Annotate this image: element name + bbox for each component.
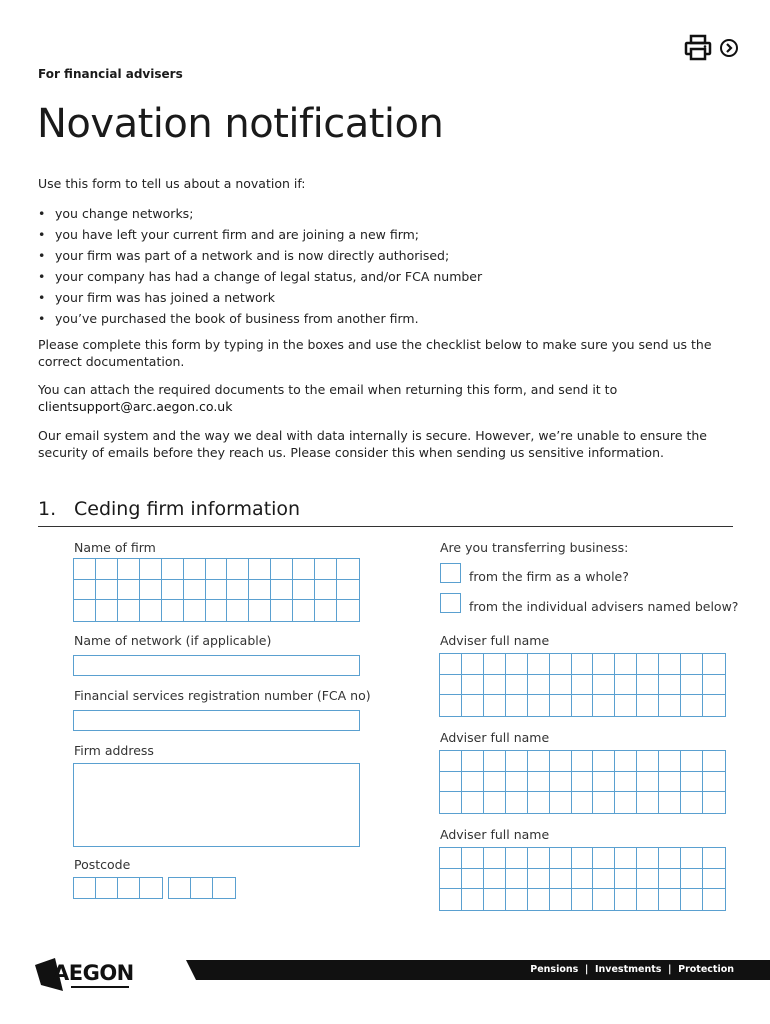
intro-lead: Use this form to tell us about a novation if:: [38, 176, 306, 191]
individual-advisers-checkbox[interactable]: [440, 593, 461, 613]
firm-address-textarea[interactable]: [73, 763, 360, 847]
adviser-name-label-1: Adviser full name: [440, 633, 550, 648]
next-page-icon[interactable]: [719, 38, 739, 58]
section-title: Ceding firm information: [74, 498, 301, 520]
section-number: 1.: [38, 498, 57, 520]
adviser-name-field-2[interactable]: [439, 750, 726, 814]
list-item: • your firm was has joined a network: [38, 287, 482, 308]
postcode-label: Postcode: [74, 857, 131, 872]
security-paragraph: Our email system and the way we deal with data internally is secure. However, we’re unable to ensure the security of emails before they reach us. Please consider this when sending us sensitive information.: [38, 428, 707, 460]
instructions-paragraph: Please complete this form by typing in the boxes and use the checklist below to make sure you send us the correct documentation.: [38, 337, 712, 369]
adviser-name-label-3: Adviser full name: [440, 827, 550, 842]
network-label: Name of network (if applicable): [74, 633, 272, 648]
support-email-link[interactable]: clientsupport@arc.aegon.co.uk: [38, 399, 233, 414]
adviser-name-field-1[interactable]: [439, 653, 726, 717]
svg-text:AEGON: AEGON: [53, 961, 134, 985]
novation-reasons-list: [38, 203, 482, 329]
fca-number-input[interactable]: [73, 710, 360, 731]
transferring-question: Are you transferring business:: [440, 540, 629, 555]
firm-as-whole-checkbox[interactable]: [440, 563, 461, 583]
postcode-inward-input[interactable]: [168, 877, 236, 899]
audience-label: For financial advisers: [38, 67, 183, 81]
individual-advisers-label: from the individual advisers named below?: [469, 599, 739, 614]
attachment-paragraph: [38, 381, 738, 415]
list-item: • you have left your current firm and are joining a new firm;: [38, 224, 482, 245]
section-divider: [38, 526, 733, 527]
firm-as-whole-label: from the firm as a whole?: [469, 569, 629, 584]
network-name-input[interactable]: [73, 655, 360, 676]
postcode-outward-input[interactable]: [73, 877, 163, 899]
fca-number-label: Financial services registration number (FCA no): [74, 688, 371, 703]
list-item: • your company has had a change of legal status, and/or FCA number: [38, 266, 482, 287]
adviser-name-field-3[interactable]: [439, 847, 726, 911]
list-item: • you’ve purchased the book of business from another firm.: [38, 308, 482, 329]
page-title: Novation notification: [37, 101, 444, 147]
attachment-text: You can attach the required documents to the email when returning this form, and send it to: [38, 382, 618, 397]
footer-tagline: Pensions | Investments | Protection: [530, 964, 734, 975]
aegon-logo: [33, 955, 145, 993]
firm-address-label: Firm address: [74, 743, 154, 758]
list-item: • your firm was part of a network and is now directly authorised;: [38, 245, 482, 266]
name-of-firm-field[interactable]: [73, 558, 360, 622]
name-of-firm-label: Name of firm: [74, 540, 156, 555]
print-icon[interactable]: [684, 34, 714, 62]
list-item: • you change networks;: [38, 203, 482, 224]
adviser-name-label-2: Adviser full name: [440, 730, 550, 745]
